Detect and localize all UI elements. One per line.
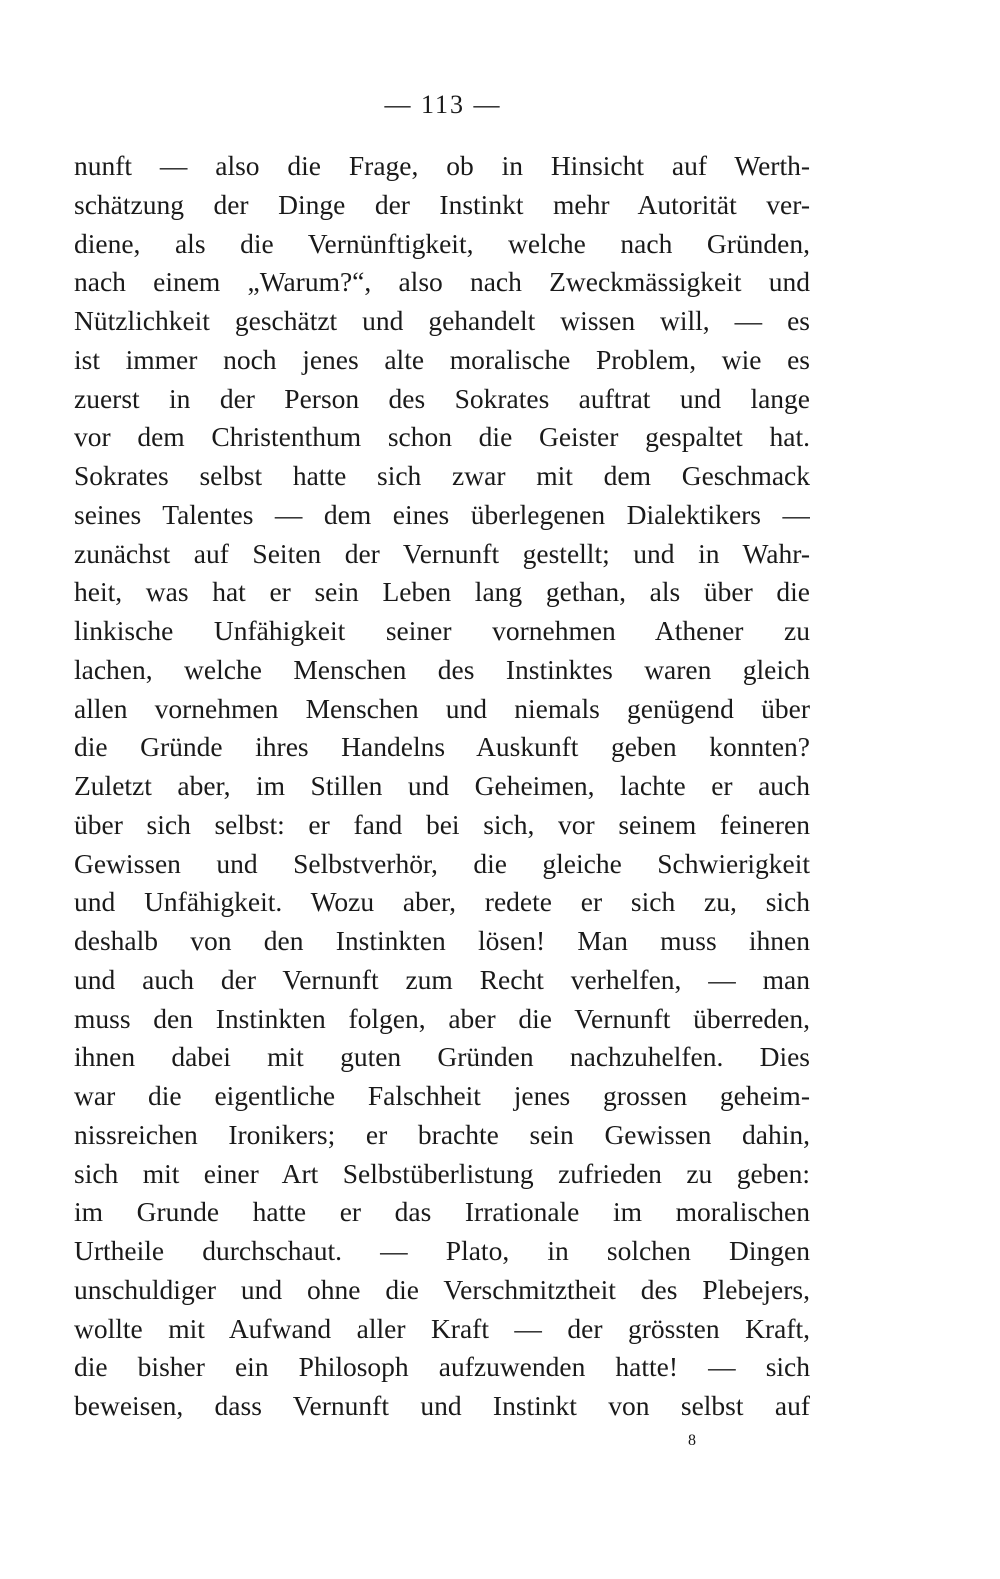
text-line: schätzung der Dinge der Instinkt mehr Autorität ver- [74, 188, 810, 220]
text-line: Urtheile durchschaut. — Plato, in solchen Dingen [74, 1235, 810, 1266]
text-line: seines Talentes — dem eines überlegenen Dialektikers — [74, 498, 810, 530]
body-text [74, 147, 810, 1426]
text-line: nach einem „Warum?“, also nach Zweckmässigkeit und [74, 266, 810, 298]
text-line: wollte mit Aufwand aller Kraft — der grössten Kraft, [74, 1312, 810, 1344]
text-line: zuerst in der Person des Sokrates auftrat und lange [74, 382, 810, 414]
text-line: muss den Instinkten folgen, aber die Vernunft überreden, [74, 1002, 810, 1034]
text-line: ihnen dabei mit guten Gründen nachzuhelfen. Dies [74, 1041, 810, 1073]
text-line: sich mit einer Art Selbstüberlistung zufrieden zu geben: [74, 1157, 810, 1189]
signature-mark: 8 [688, 1432, 696, 1449]
text-line: deshalb von den Instinkten lösen! Man muss ihnen [74, 925, 810, 956]
text-line: die bisher ein Philosoph aufzuwenden hatte! — sich [74, 1351, 810, 1383]
text-line: vor dem Christenthum schon die Geister gespaltet hat. [74, 421, 810, 453]
text-line: Zuletzt aber, im Stillen und Geheimen, lachte er auch [74, 770, 810, 801]
text-line: Nützlichkeit geschätzt und gehandelt wissen will, — es [74, 305, 810, 336]
text-line: und Unfähigkeit. Wozu aber, redete er sich zu, sich [74, 886, 810, 918]
text-line: linkische Unfähigkeit seiner vornehmen Athener zu [74, 615, 810, 646]
text-line: beweisen, dass Vernunft und Instinkt von selbst auf [74, 1390, 810, 1421]
text-line: und auch der Vernunft zum Recht verhelfen, — man [74, 963, 810, 995]
text-line: nissreichen Ironikers; er brachte sein Gewissen dahin, [74, 1118, 810, 1150]
text-line: unschuldiger und ohne die Verschmitztheit des Plebejers, [74, 1273, 810, 1305]
text-line: die Gründe ihres Handelns Auskunft geben konnten? [74, 731, 810, 763]
text-line: diene, als die Vernünftigkeit, welche nach Gründen, [74, 227, 810, 259]
text-line: zunächst auf Seiten der Vernunft gestellt; und in Wahr- [74, 537, 810, 569]
text-line: im Grunde hatte er das Irrationale im moralischen [74, 1196, 810, 1228]
text-line: allen vornehmen Menschen und niemals genügend über [74, 692, 810, 724]
text-line: über sich selbst: er fand bei sich, vor seinem feineren [74, 808, 810, 840]
text-line: heit, was hat er sein Leben lang gethan, als über die [74, 576, 810, 608]
text-line: Sokrates selbst hatte sich zwar mit dem Geschmack [74, 460, 810, 491]
text-line: Gewissen und Selbstverhör, die gleiche Schwierigkeit [74, 847, 810, 879]
text-line: ist immer noch jenes alte moralische Problem, wie es [74, 343, 810, 375]
text-line: nunft — also die Frage, ob in Hinsicht auf Werth- [74, 150, 810, 181]
text-line: lachen, welche Menschen des Instinktes waren gleich [74, 653, 810, 685]
text-line: war die eigentliche Falschheit jenes grossen geheim- [74, 1080, 810, 1111]
page-number: — 113 — [384, 90, 502, 119]
